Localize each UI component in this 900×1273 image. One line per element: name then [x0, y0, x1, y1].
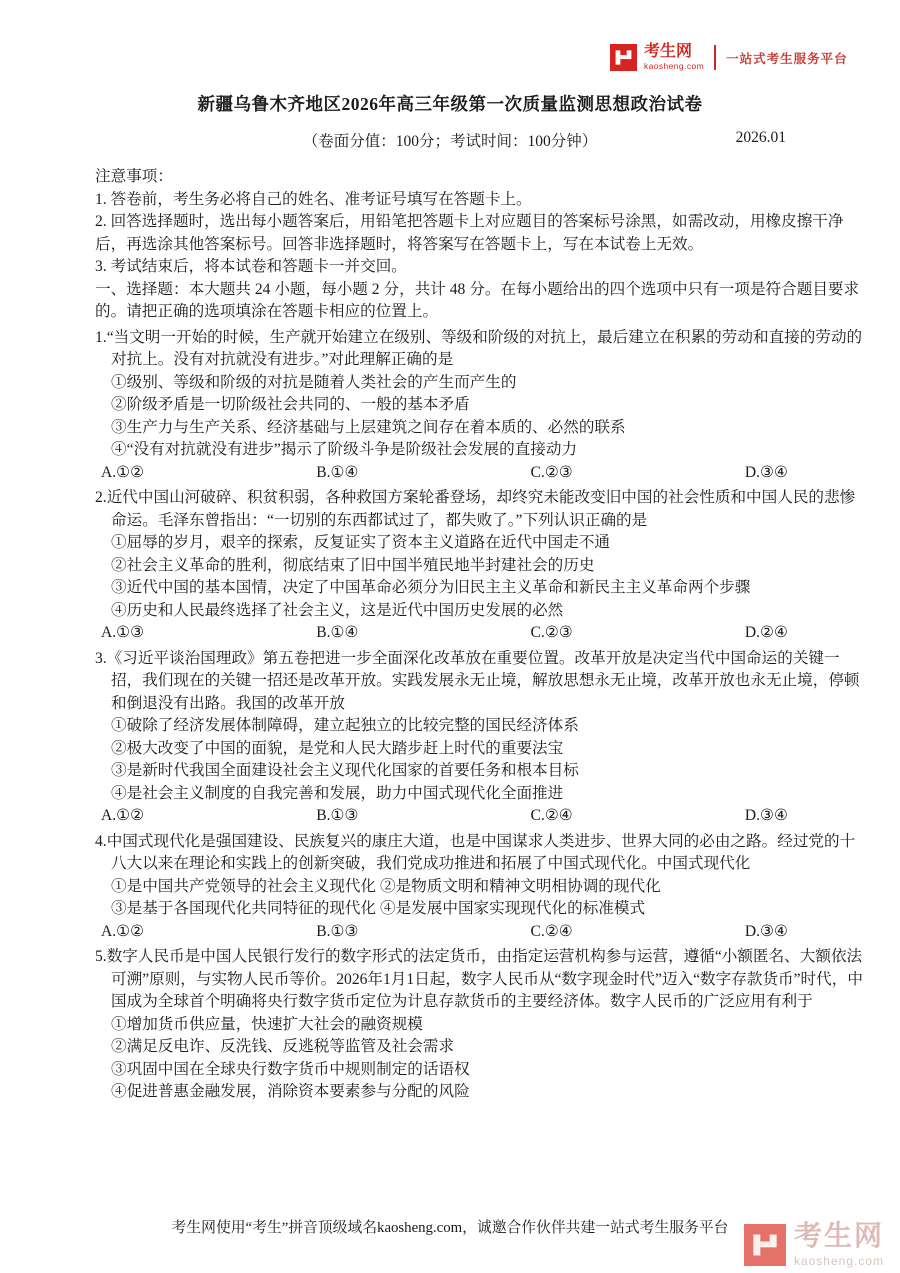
question-1 [95, 327, 870, 485]
question-5-stem-text: 数字人民币是中国人民银行发行的数字形式的法定货币，由指定运营机构参与运营，遵循“小额匿名、大额依法可溯”原则，与实物人民币等价。2026年1月1日起，数字人民币从“数字现金时代”迈入“数字存款货币”时代，中国成为全球首个明确将央行数字货币定位为计息存款货币的主要经济体。数字人民币的广泛应用有利于 [106, 948, 863, 1010]
question-3-stem-text: 《习近平谈治国理政》第五卷把进一步全面深化改革放在重要位置。改革开放是决定当代中国命运的关键一招，我们现在的关键一招还是改革开放。实践发展永无止境，解放思想永无止境，改革开放也永无止境，停顿和倒退没有出路。我国的改革开放 [106, 649, 860, 712]
choice-d: D.③④ [744, 922, 788, 940]
notice-heading: 注意事项： [95, 168, 173, 185]
brand-divider [714, 45, 716, 70]
question-2-item-2: ②社会主义革命的胜利，彻底结束了旧中国半殖民地半封建社会的历史 [111, 556, 595, 574]
choice-a: A.①② [101, 922, 145, 940]
question-2-stem [95, 487, 870, 532]
question-2-item-3: ③近代中国的基本国情，决定了中国革命必须分为旧民主主义革命和新民主主义革命两个步骤 [111, 579, 751, 596]
question-2-number: 2. [95, 489, 107, 506]
question-5 [95, 946, 870, 1104]
choice-c: C.②③ [530, 624, 573, 641]
brand-name: 考生网 [644, 43, 693, 61]
question-1-item-3: ③生产力与生产关系、经济基础与上层建筑之间存在着本质的、必然的联系 [111, 418, 626, 436]
question-1-item-4: ④“没有对抗就没有进步”揭示了阶级斗争是阶级社会发展的直接动力 [111, 441, 578, 458]
question-1-item-2: ②阶级矛盾是一切阶级社会共同的、一般的基本矛盾 [111, 396, 470, 413]
choice-a: A.①② [101, 807, 145, 824]
question-3-stem [95, 648, 870, 716]
page-footer-text: 考生网使用“考生”拼音顶级域名kaosheng.com，诚邀合作伙伴共建一站式考生服务平台 [171, 1220, 729, 1236]
question-4-item-line-1: ①是中国共产党领导的社会主义现代化 ②是物质文明和精神文明相协调的现代化 [111, 877, 661, 895]
choice-b: B.①④ [316, 463, 359, 481]
question-4-item-line-2: ③是基于各国现代化共同特征的现代化 ④是发展中国家实现现代化的标准模式 [111, 900, 646, 917]
question-5-stem [95, 946, 870, 1014]
question-3-choices [95, 805, 788, 828]
exam-body [95, 166, 870, 1104]
exam-subtitle: （卷面分值：100分；考试时间：100分钟） [302, 133, 598, 150]
exam-title: 新疆乌鲁木齐地区2026年高三年级第一次质量监测思想政治试卷 [197, 94, 703, 114]
choice-d: D.③④ [744, 807, 788, 824]
kaosheng-logo-icon [610, 44, 637, 71]
brand-domain: kaosheng.com [644, 61, 705, 72]
brand-tagline: 一站式考生服务平台 [726, 51, 848, 66]
choice-b: B.①③ [316, 922, 359, 940]
question-2 [95, 487, 870, 645]
notice-item-2: 2. 回答选择题时，选出每小题答案后，用铅笔把答题卡上对应题目的答案标号涂黑，如需改动，用橡皮擦干净后，再选涂其他答案标号。回答非选择题时，将答案写在答题卡上，写在本试卷上无效。 [95, 213, 844, 253]
question-4-choices [95, 921, 788, 944]
question-2-item-4: ④历史和人民最终选择了社会主义，这是近代中国历史发展的必然 [111, 601, 564, 619]
question-1-stem-text: “当文明一开始的时候，生产就开始建立在级别、等级和阶级的对抗上，最后建立在积累的劳动和直接的劳动的对抗上。没有对抗就没有进步。”对此理解正确的是 [106, 328, 863, 368]
exam-date: 2026.01 [735, 129, 786, 146]
notice-item-1: 1. 答卷前，考生务必将自己的姓名、准考证号填写在答题卡上。 [95, 190, 532, 208]
kaosheng-watermark-icon [744, 1224, 786, 1266]
question-4-stem-text: 中国式现代化是强国建设、民族复兴的康庄大道，也是中国谋求人类进步、世界大同的必由之路。经过党的十八大以来在理论和实践上的创新突破，我们党成功推进和拓展了中国式现代化。中国式现代化 [106, 832, 856, 872]
question-3-item-4: ④是社会主义制度的自我完善和发展，助力中国式现代化全面推进 [111, 784, 564, 802]
choice-c: C.②③ [530, 463, 573, 481]
question-5-item-2: ②满足反电诈、反洗钱、反逃税等监管及社会需求 [111, 1038, 455, 1055]
question-1-choices [95, 462, 788, 485]
exam-subtitle-row [0, 129, 900, 151]
kaosheng-logo [610, 44, 848, 71]
question-5-item-3: ③巩固中国在全球央行数字货币中规则制定的话语权 [111, 1060, 470, 1078]
question-3 [95, 648, 870, 828]
question-1-item-1: ①级别、等级和阶级的对抗是随着人类社会的产生而产生的 [111, 373, 517, 391]
question-4-number: 4. [95, 832, 107, 850]
watermark-brand: 考生网 [793, 1221, 884, 1252]
question-3-item-1: ①破除了经济发展体制障碍，建立起独立的比较完整的国民经济体系 [111, 717, 579, 734]
question-2-choices [95, 622, 788, 645]
choice-a: A.①② [101, 463, 145, 481]
kaosheng-watermark [744, 1223, 884, 1267]
question-5-item-1: ①增加货币供应量，快速扩大社会的融资规模 [111, 1015, 423, 1033]
brand-text [644, 44, 704, 71]
question-2-item-1: ①屈辱的岁月，艰辛的探索，反复证实了资本主义道路在近代中国走不通 [111, 534, 611, 551]
choice-d: D.③④ [744, 463, 788, 481]
section-intro: 一、选择题：本大题共 24 小题，每小题 2 分，共计 48 分。在每小题给出的四个选项中只有一项是符合题目要求的。请把正确的选项填涂在答题卡相应的位置上。 [95, 280, 860, 320]
choice-b: B.①④ [316, 624, 359, 641]
choice-d: D.②④ [744, 624, 788, 641]
question-3-number: 3. [95, 649, 107, 667]
question-4 [95, 831, 870, 944]
watermark-domain: kaosheng.com [793, 1254, 884, 1268]
question-2-stem-text: 近代中国山河破碎、积贫积弱，各种救国方案轮番登场，却终究未能改变旧中国的社会性质和中国人民的悲惨命运。毛泽东曾指出：“一切别的东西都试过了，都失败了。”下列认识正确的是 [106, 489, 856, 529]
question-3-item-3: ③是新时代我国全面建设社会主义现代化国家的首要任务和根本目标 [111, 762, 579, 779]
watermark-text [794, 1223, 884, 1267]
choice-b: B.①③ [316, 807, 359, 824]
question-1-number: 1. [95, 328, 107, 346]
choice-a: A.①③ [101, 624, 145, 641]
question-3-item-2: ②极大改变了中国的面貌，是党和人民大踏步赶上时代的重要法宝 [111, 739, 564, 757]
choice-c: C.②④ [530, 922, 573, 940]
notice-item-3: 3. 考试结束后，将本试卷和答题卡一并交回。 [95, 258, 407, 275]
question-4-stem [95, 831, 870, 876]
question-1-stem [95, 327, 870, 372]
choice-c: C.②④ [530, 807, 573, 824]
question-5-number: 5. [95, 948, 107, 965]
question-5-item-4: ④促进普惠金融发展，消除资本要素参与分配的风险 [111, 1083, 470, 1100]
